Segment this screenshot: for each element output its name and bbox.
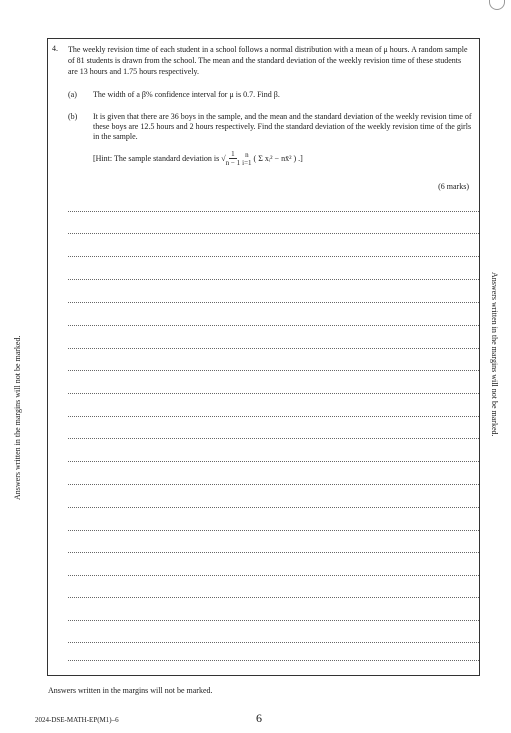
summation-expression: ( Σ xᵢ² − nx̄² ) [253,154,297,163]
corner-mark [489,0,505,10]
part-b-text: It is given that there are 36 boys in the sample, and the mean and the standard deviation of the weekly revision time of these boys are 12.5 hours and 2 hours respectively. Find the standard deviation of the weekly revision time of the girls in the sample. [93,112,472,141]
answer-line [68,660,479,661]
hint [93,150,303,167]
question-stem: The weekly revision time of each student in a school follows a normal distribution with a mean of μ hours. A random sample of 81 students is drawn from the school. The mean and the standard deviation of the weekly revision time of these students are 13 hours and 1.75 hours respectively. [68,45,468,76]
answer-line [68,325,479,326]
answer-line [68,393,479,394]
answer-line [68,484,479,485]
sqrt-expression [221,150,296,167]
marks-allocation: (6 marks) [438,182,469,191]
bottom-margin-note: Answers written in the margins will not be marked. [48,686,213,695]
part-a-text: The width of a β% confidence interval for μ is 0.7. Find β. [93,90,280,99]
answer-line [68,256,479,257]
answer-line [68,348,479,349]
left-margin-note: Answers written in the margins will not be marked. [13,335,22,500]
hint-suffix: .] [298,154,303,163]
part-a-label: (a) [68,90,77,99]
summation-limits [242,151,251,167]
answer-line [68,279,479,280]
question-number: 4. [52,44,58,53]
answer-line [68,507,479,508]
answer-line [68,530,479,531]
answer-line [68,620,479,621]
radical-sign: √ [221,154,226,163]
answer-line [68,597,479,598]
fraction-numerator: 1 [231,150,235,158]
answer-line [68,552,479,553]
hint-prefix: [Hint: The sample standard deviation is [93,154,220,163]
right-margin-note: Answers written in the margins will not be marked. [490,272,499,437]
answer-line [68,211,479,212]
answer-line [68,438,479,439]
sum-upper-limit: n [245,150,249,159]
answer-line [68,461,479,462]
answer-line [68,233,479,234]
answer-line [68,370,479,371]
fraction-denominator: n − 1 [225,159,241,167]
answer-line [68,302,479,303]
fraction [226,150,240,167]
paper-code: 2024-DSE-MATH-EP(M1)–6 [35,716,119,724]
sum-lower-limit: i=1 [242,158,252,167]
part-b-label: (b) [68,112,78,121]
answer-line [68,642,479,643]
answer-line [68,416,479,417]
answer-line [68,575,479,576]
page-number: 6 [256,711,262,725]
